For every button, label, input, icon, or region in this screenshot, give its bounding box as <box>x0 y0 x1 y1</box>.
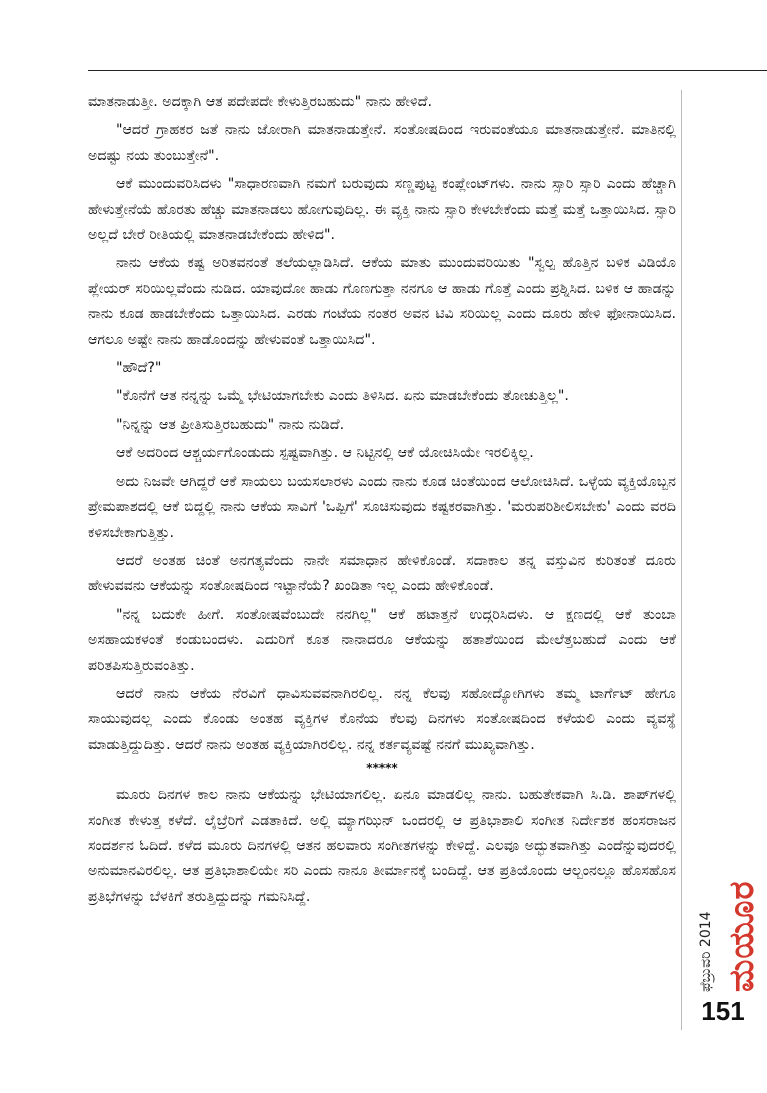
paragraph: "ನಿನ್ನನ್ನು ಆತ ಪ್ರೀತಿಸುತ್ತಿರಬಹುದು" ನಾನು ನುಡಿದೆ. <box>116 416 345 433</box>
page-number: 151 <box>701 996 745 1026</box>
margin-rule <box>681 90 682 1030</box>
paragraph: "ಆದರೆ ಗ್ರಾಹಕರ ಜತೆ ನಾನು ಜೋರಾಗಿ ಮಾತನಾಡುತ್ತೇನೆ. ಸಂತೋಷದಿಂದ ಇರುವಂತೆಯೂ ಮಾತನಾಡುತ್ತೇನೆ. ಮಾತಿನಲ್ಲಿ ಅದಷ್ಟು ನಯ ತುಂಬುತ್ತೇನೆ". <box>88 122 676 164</box>
paragraph: "ಕೊನೆಗೆ ಆತ ನನ್ನನ್ನು ಒಮ್ಮೆ ಭೇಟಿಯಾಗಬೇಕು ಎಂದು ತಿಳಿಸಿದ. ಏನು ಮಾಡಬೇಕೆಂದು ತೋಚುತ್ತಿಲ್ಲ". <box>116 388 569 405</box>
magazine-masthead <box>688 800 767 1000</box>
section-break: ***** <box>366 761 398 776</box>
paragraph: ನಾನು ಆಕೆಯ ಕಷ್ಟ ಅರಿತವನಂತೆ ತಲೆಯಲ್ಲಾಡಿಸಿದೆ. ಆಕೆಯ ಮಾತು ಮುಂದುವರಿಯಿತು "ಸ್ವಲ್ಪ ಹೊತ್ತಿನ ಬಳಿಕ ವಿಡಿಯೊ ಪ್ಲೇಯರ್ ಸರಿಯಿಲ್ಲವೆಂದು ನುಡಿದ. ಯಾವುದೋ ಹಾಡು ಗೊಣಗುತ್ತಾ ನನಗೂ ಆ ಹಾಡು ಗೊತ್ತೆ ಎಂದು ಪ್ರಶ್ನಿಸಿದ. ಬಳಿಕ ಆ ಹಾಡನ್ನು ನಾನು ಕೂಡ ಹಾಡಬೇಕೆಂದು ಒತ್ತಾಯಿಸಿದ. ಎರಡು ಗಂಟೆಯ ನಂತರ ಅವನ ಟಿವಿ ಸರಿಯಿಲ್ಲ ಎಂದು ದೂರು ಹೇಳಿ ಫೋನಾಯಿಸಿದ. ಆಗಲೂ ಅಷ್ಟೇ ನಾನು ಹಾಡೊಂದನ್ನು ಹೇಳುವಂತೆ ಒತ್ತಾಯಿಸಿದ". <box>88 255 676 348</box>
paragraph: ಆಕೆ ಮುಂದುವರಿಸಿದಳು "ಸಾಧಾರಣವಾಗಿ ನಮಗೆ ಬರುವುದು ಸಣ್ಣಪುಟ್ಟ ಕಂಪ್ಲೇಂಟ್‌ಗಳು. ನಾನು ಸ್ಸಾರಿ ಸ್ಸಾರಿ ಎಂದು ಹೆಚ್ಚಾಗಿ ಹೇಳುತ್ತೇನೆಯೆ ಹೊರತು ಹೆಚ್ಚು ಮಾತನಾಡಲು ಹೋಗುವುದಿಲ್ಲ. ಈ ವ್ಯಕ್ತಿ ನಾನು ಸ್ಸಾರಿ ಕೇಳಬೇಕೆಂದು ಮತ್ತೆ ಮತ್ತೆ ಒತ್ತಾಯಿಸಿದ. ಸ್ಸಾರಿ ಅಲ್ಲದೆ ಬೇರೆ ರೀತಿಯಲ್ಲಿ ಮಾತನಾಡಬೇಕೆಂದು ಹೇಳಿದ". <box>88 176 676 244</box>
paragraph: ಅದು ನಿಜವೇ ಆಗಿದ್ದರೆ ಆಕೆ ಸಾಯಲು ಬಯಸಲಾರಳು ಎಂದು ನಾನು ಕೂಡ ಚಿಂತೆಯಿಂದ ಆಲೋಚಿಸಿದೆ. ಒಳ್ಳೆಯ ವ್ಯಕ್ತಿಯೊಬ್ಬನ ಪ್ರೇಮಪಾಶದಲ್ಲಿ ಆಕೆ ಬಿದ್ದಲ್ಲಿ ನಾನು ಆಕೆಯ ಸಾವಿಗೆ 'ಒಪ್ಪಿಗೆ' ಸೂಚಿಸುವುದು ಕಷ್ಟಕರವಾಗಿತ್ತು. 'ಮರುಪರಿಶೀಲಿಸಬೇಕು' ಎಂದು ವರದಿ ಕಳಿಸಬೇಕಾಗುತ್ತಿತ್ತು. <box>88 473 676 541</box>
paragraph: ಮಾತನಾಡುತ್ತೀ. ಅದಕ್ಕಾಗಿ ಆತ ಪದೇಪದೇ ಕೇಳುತ್ತಿರಬಹುದು" ನಾನು ಹೇಳಿದೆ. <box>88 94 432 110</box>
paragraph: "ನನ್ನ ಬದುಕೇ ಹೀಗೆ. ಸಂತೋಷವೆಂಬುದೇ ನನಗಿಲ್ಲ" ಆಕೆ ಹಟಾತ್ತನೆ ಉದ್ಗರಿಸಿದಳು. ಆ ಕ್ಷಣದಲ್ಲಿ ಆಕೆ ತುಂಬಾ ಅಸಹಾಯಕಳಂತೆ ಕಂಡುಬಂದಳು. ಎದುರಿಗೆ ಕೂತ ನಾನಾದರೂ ಆಕೆಯನ್ನು ಹತಾಶೆಯಿಂದ ಮೇಲೆತ್ತಬಹುದೆ ಎಂದು ಆಕೆ ಪರಿತಪಿಸುತ್ತಿರುವಂತಿತ್ತು. <box>88 606 676 674</box>
magazine-logo: ಮಯೂರ <box>722 880 762 992</box>
paragraph: ಆಕೆ ಅದರಿಂದ ಆಶ್ಚರ್ಯಗೊಂಡುದು ಸ್ಪಷ್ಟವಾಗಿತ್ತು. ಆ ನಿಟ್ಟಿನಲ್ಲಿ ಆಕೆ ಯೋಚಿಸಿಯೇ ಇರಲಿಕ್ಕಿಲ್ಲ. <box>116 445 534 462</box>
paragraph: ಮೂರು ದಿನಗಳ ಕಾಲ ನಾನು ಆಕೆಯನ್ನು ಭೇಟಿಯಾಗಲಿಲ್ಲ. ಏನೂ ಮಾಡಲಿಲ್ಲ ನಾನು. ಬಹುತೇಕವಾಗಿ ಸಿ.ಡಿ. ಶಾಪ್‌ಗಳಲ್ಲಿ ಸಂಗೀತ ಕೇಳುತ್ತ ಕಳೆದೆ. ಲೈಬ್ರೆರಿಗೆ ಎಡತಾಕಿದೆ. ಅಲ್ಲಿ ಮ್ಯಾಗಝಿನ್ ಒಂದರಲ್ಲಿ ಆ ಪ್ರತಿಭಾಶಾಲಿ ಸಂಗೀತ ನಿರ್ದೇಶಕ ಹಂಸರಾಜನ ಸಂದರ್ಶನ ಓದಿದೆ. ಕಳೆದ ಮೂರು ದಿನಗಳಲ್ಲಿ ಆತನ ಹಲವಾರು ಸಂಗೀತಗಳನ್ನು ಕೇಳಿದ್ದೆ. ಎಲವೂ ಅದ್ಭುತವಾಗಿತ್ತು ಎಂದೆನ್ನುವುದರಲ್ಲಿ ಅನುಮಾನವಿರಲಿಲ್ಲ. ಆತ ಪ್ರತಿಭಾಶಾಲಿಯೇ ಸರಿ ಎಂದು ನಾನೂ ತೀರ್ಮಾನಕ್ಕೆ ಬಂದಿದ್ದೆ. ಆತ ಪ್ರತಿಯೊಂದು ಆಲ್ಬಂನಲ್ಲೂ ಹೊಸಹೊಸ ಪ್ರತಿಭೆಗಳನ್ನು ಬೆಳಕಿಗೆ ತರುತ್ತಿದ್ದುದನ್ನು ಗಮನಿಸಿದ್ದೆ. <box>88 787 676 905</box>
issue-date: ಫೆಬ್ರುವರಿ 2014 <box>698 911 714 992</box>
paragraph: ಆದರೆ ಅಂತಹ ಚಿಂತೆ ಅನಗತ್ಯವೆಂದು ನಾನೇ ಸಮಾಧಾನ ಹೇಳಿಕೊಂಡೆ. ಸದಾಕಾಲ ತನ್ನ ವಸ್ತುವಿನ ಕುರಿತಂತೆ ದೂರು ಹೇಳುವವನು ಆಕೆಯನ್ನು ಸಂತೋಷದಿಂದ ಇಟ್ಟಾನೆಯೆ? ಖಂಡಿತಾ ಇಲ್ಲ ಎಂದು ಹೇಳಿಕೊಂಡೆ. <box>88 552 676 595</box>
paragraph: ಆದರೆ ನಾನು ಆಕೆಯ ನೆರವಿಗೆ ಧಾವಿಸುವವನಾಗಿರಲಿಲ್ಲ. ನನ್ನ ಕೆಲವು ಸಹೋದ್ಯೋಗಿಗಳು ತಮ್ಮ ಟಾರ್ಗೆಟ್ ಹೇಗೂ ಸಾಯುವುದಲ್ಲ ಎಂದು ಕೊಂಡು ಅಂತಹ ವ್ಯಕ್ತಿಗಳ ಕೊನೆಯ ಕೆಲವು ದಿನಗಳು ಸಂತೋಷದಿಂದ ಕಳೆಯಲಿ ಎಂದು ವ್ಯವಸ್ಥೆ ಮಾಡುತ್ತಿದ್ದುದಿತ್ತು. ಆದರೆ ನಾನು ಅಂತಹ ವ್ಯಕ್ತಿಯಾಗಿರಲಿಲ್ಲ. ನನ್ನ ಕರ್ತವ್ಯವಷ್ಟೆ ನನಗೆ ಮುಖ್ಯವಾಗಿತ್ತು. <box>88 685 676 753</box>
header-rule <box>88 70 767 71</box>
article-body <box>88 90 676 913</box>
paragraph: "ಹೌದೆ?" <box>116 360 162 377</box>
